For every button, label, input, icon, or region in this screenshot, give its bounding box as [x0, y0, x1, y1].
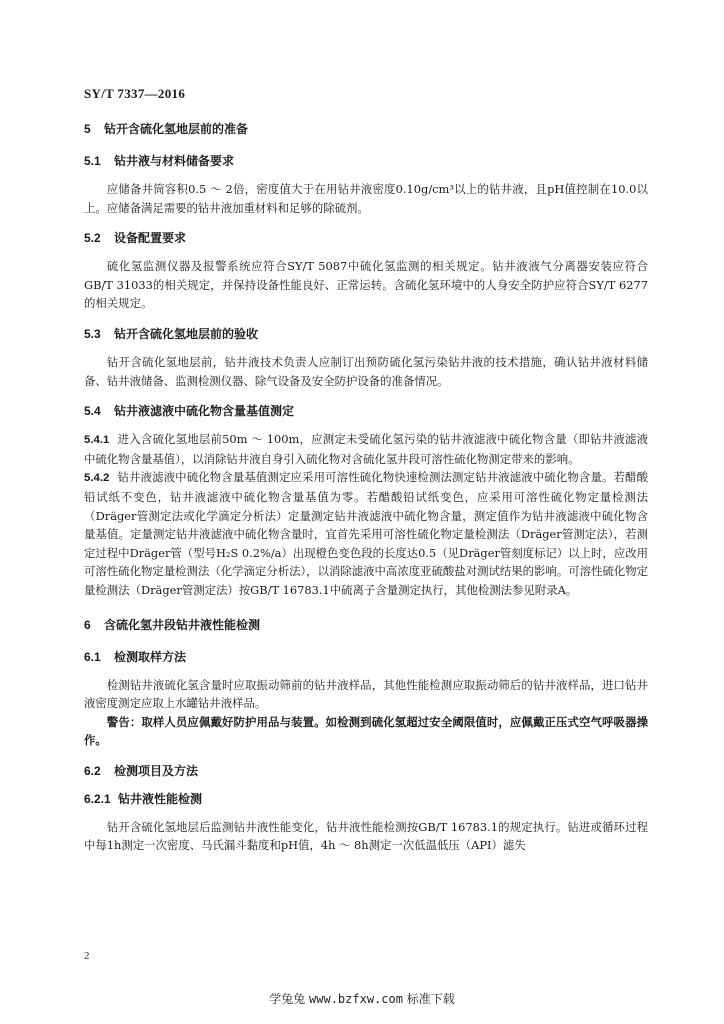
section-number: 5.3: [84, 326, 101, 341]
paragraph: 钻开含硫化氢地层后监测钻井液性能变化，钻井液性能检测按GB/T 16783.1的规定执行。钻进或循环过程中每1h测定一次密度、马氏漏斗黏度和pH值，4h ～ 8h测定一次低温低压（API）滤失: [84, 819, 648, 853]
warning-text: 取样人员应佩戴好防护用品与装置。如检测到硫化氢超过安全阈限值时，应佩戴正压式空气呼吸器操作。: [84, 714, 648, 748]
section-6-2-heading: [84, 762, 648, 780]
clause-number: 5.4.2: [84, 472, 110, 485]
section-6-heading: [84, 616, 648, 634]
section-number: 6: [84, 617, 91, 632]
section-number: 6.2: [84, 763, 101, 778]
section-title: 钻开含硫化氢地层前的准备: [104, 122, 249, 136]
section-number: 5.1: [84, 154, 101, 168]
section-number: 5: [84, 122, 91, 136]
section-title: 设备配置要求: [114, 231, 187, 246]
section-5-3-heading: [84, 325, 648, 343]
page-number: 2: [84, 950, 90, 962]
paragraph: 钻开含硫化氢地层前，钻井液技术负责人应制订出预防硫化氢污染钻井液的技术措施，确认钻井液材料储备、钻井液储备、监测检测仪器、除气设备及安全防护设备的准备情况。: [84, 354, 648, 388]
section-title: 含硫化氢井段钻井液性能检测: [104, 617, 261, 632]
paragraph: 检测钻井液硫化氢含量时应取振动筛前的钻井液样品，其他性能检测应取振动筛后的钻井液样品，进口钻井液密度测定应取上水罐钻井液样品。: [84, 677, 648, 711]
section-title: 检测项目及方法: [114, 763, 199, 778]
clause-text: 钻井液滤液中硫化物含量基值测定应采用可溶性硫化物快速检测法测定钻井液滤液中硫化物含量。若醋酸铅试纸不变色，钻井液滤液中硫化物含量基值为零。若醋酸铅试纸变色，应采用可溶性硫化物定量检测法（Dräger管测定法或化学滴定分析法）定量测定钻井液滤液中硫化物含量，测定值作为钻井液滤液中硫化物含量基值。定量测定钻井液滤液中硫化物含量时，宜首先采用可溶性硫化物定量检测法（Dräger管测定法），若测定过程中Dräger管（型号H₂S 0.2%/a）出现橙色变色段的长度达0.5（见Dräger管刻度标记）以上时，应改用可溶性硫化物定量检测法（化学滴定分析法），以消除滤液中高浓度亚硫酸盐对测试结果的影响。可溶性硫化物定量检测法（Dräger管测定法）按GB/T 16783.1中硫离子含量测定执行，其他检测法参见附录A。: [84, 470, 648, 597]
section-number: 5.4: [84, 404, 101, 419]
section-5-2-heading: [84, 229, 648, 247]
numbered-paragraph: [84, 468, 648, 599]
warning-paragraph: [84, 713, 648, 750]
paragraph: 硫化氢监测仪器及报警系统应符合SY/T 5087中硫化氢监测的相关规定。钻井液液气分离器安装应符合GB/T 31033的相关规定，并保持设备性能良好、正常运转。含硫化氢环境中的人身安全防护应符合SY/T 6277的相关规定。: [84, 259, 648, 311]
section-number: 6.2.1: [84, 791, 111, 806]
watermark-footer: [0, 990, 724, 1007]
section-number: 6.1: [84, 649, 101, 664]
warning-label: 警告：: [106, 714, 142, 729]
section-title: 钻井液滤液中硫化物含量基值测定: [114, 404, 295, 419]
section-5-4-heading: [84, 402, 648, 420]
section-title: 检测取样方法: [114, 649, 187, 664]
footer-site-link[interactable]: www.bzfxw.com: [309, 992, 403, 1006]
footer-text-right: 标准下载: [406, 992, 455, 1006]
standard-code: SY/T 7337—2016: [84, 86, 186, 101]
footer-text-left: 学兔兔: [269, 992, 306, 1006]
section-title: 钻井液性能检测: [118, 791, 203, 806]
page-content: [84, 112, 648, 855]
section-title: 钻开含硫化氢地层前的验收: [114, 326, 259, 341]
section-6-2-1-heading: [84, 790, 648, 808]
paragraph: 应储备井筒容积0.5 ～ 2倍，密度值大于在用钻井液密度0.10g/cm³以上的钻井液，且pH值控制在10.0以上。应储备满足需要的钻井液加重材料和足够的除硫剂。: [84, 182, 648, 215]
clause-text: 进入含硫化氢地层前50m ～ 100m，应测定未受硫化氢污染的钻井液滤液中硫化物含量（即钻井液滤液中硫化物含量基值），以消除钻井液自身引入硫化物对含硫化氢井段可溶性硫化物测定带来的影响。: [84, 432, 648, 466]
section-number: 5.2: [84, 231, 101, 246]
section-5-1-heading: [84, 152, 648, 170]
clause-number: 5.4.1: [84, 434, 110, 447]
numbered-paragraph: [84, 430, 648, 468]
section-6-1-heading: [84, 648, 648, 666]
section-title: 钻井液与材料储备要求: [114, 154, 235, 168]
section-5-heading: [84, 120, 648, 138]
